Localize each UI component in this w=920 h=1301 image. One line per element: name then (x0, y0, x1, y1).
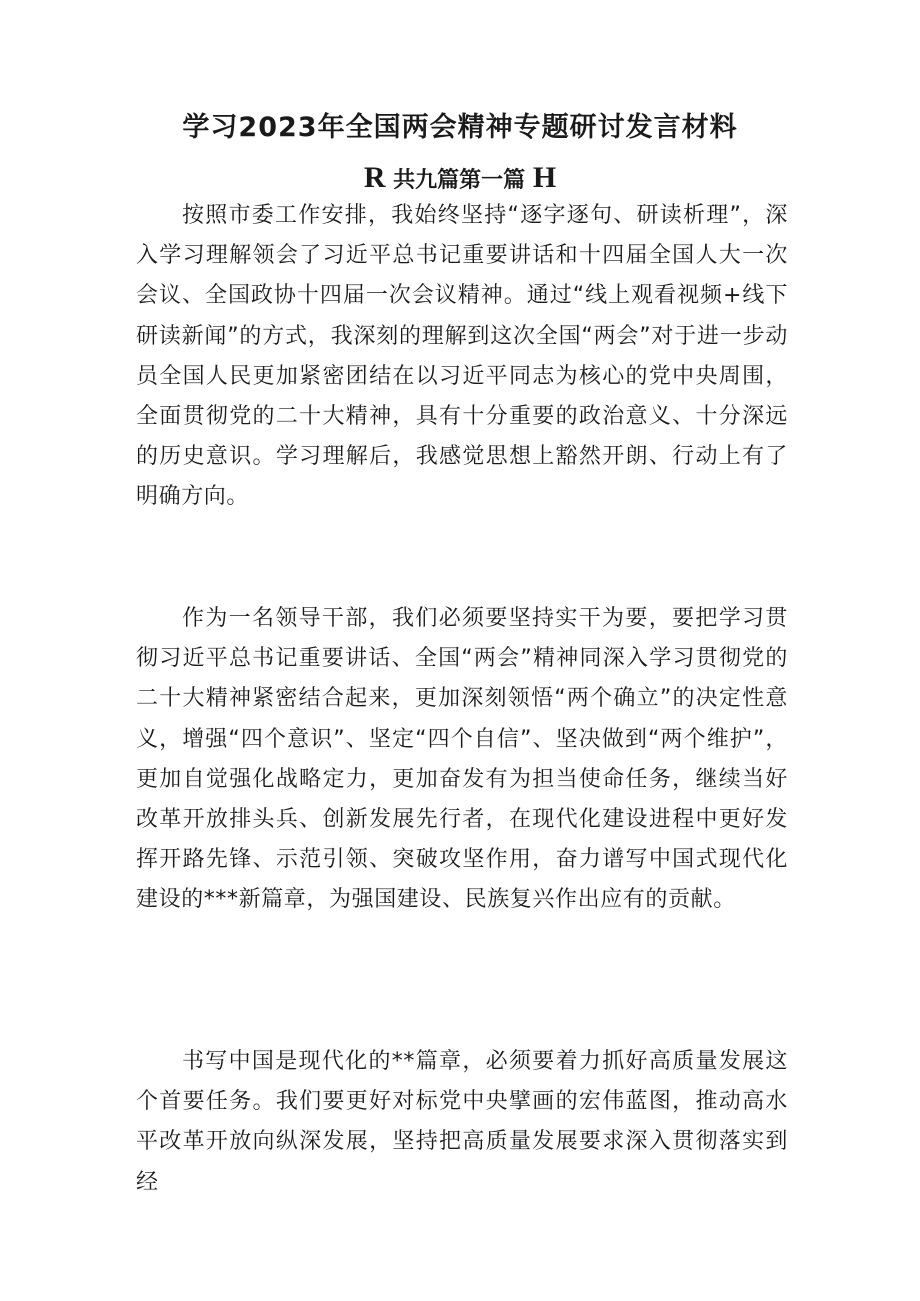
body-paragraph-2: 作为一名领导干部，我们必须要坚持实干为要，要把学习贯彻习近平总书记重要讲话、全国“两会”精神同深入学习贯彻党的二十大精神紧密结合起来，更加深刻领悟“两个确立”的决定性意义，增强“四个意识”、坚定“四个自信”、坚决做到“两个维护”，更加自觉强化战略定力，更加奋发有为担当使命任务，继续当好改革开放排头兵、创新发展先行者，在现代化建设进程中更好发挥开路先锋、示范引领、突破攻坚作用，奋力谱写中国式现代化建设的***新篇章，为强国建设、民族复兴作出应有的贡献。 (136, 606, 788, 913)
body-paragraph-1: 按照市委工作安排，我始终坚持“逐字逐句、研读析理”，深入学习理解领会了习近平总书记重要讲话和十四届全国人大一次会议、全国政协十四届一次会议精神。通过“线上观看视频+线下研读新闻”的方式，我深刻的理解到这次全国“两会”对于进一步动员全国人民更加紧密团结在以习近平同志为核心的党中央周围，全面贯彻党的二十大精神，具有十分重要的政治意义、十分深远的历史意识。学习理解后，我感觉思想上豁然开朗、行动上有了明确方向。 (136, 203, 788, 510)
subtitle-text: 共九篇第一篇 (393, 168, 526, 193)
subtitle-suffix: H (532, 161, 557, 194)
document-subtitle (0, 158, 920, 201)
subtitle-prefix: R (363, 161, 386, 194)
body-paragraph-3: 书写中国是现代化的**篇章，必须要着力抓好高质量发展这个首要任务。我们要更好对标党中央擘画的宏伟蓝图，推动高水平改革开放向纵深发展，坚持把高质量发展要求深入贯彻落实到经 (136, 1049, 788, 1195)
document-title: 学习2023年全国两会精神专题研讨发言材料 (182, 112, 738, 143)
